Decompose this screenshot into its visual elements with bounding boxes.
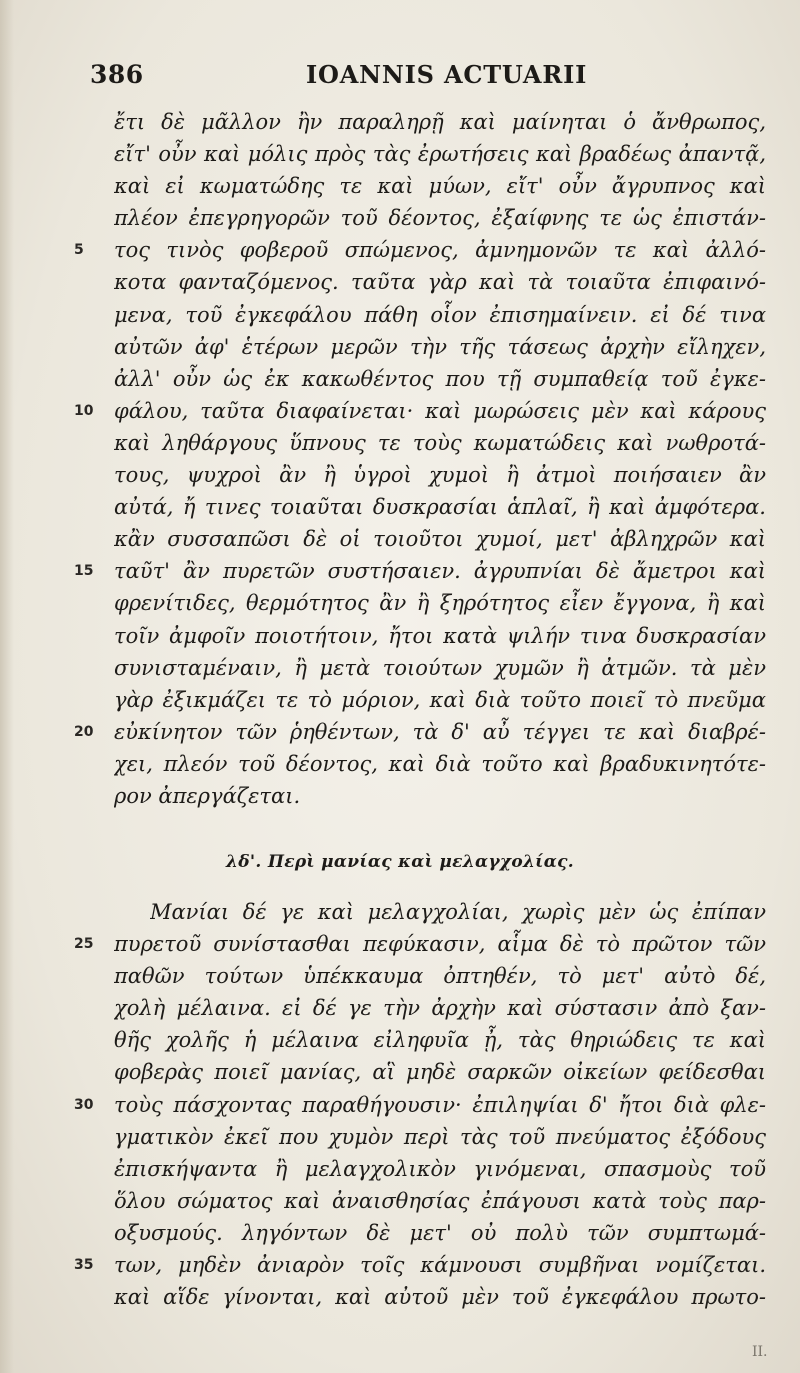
- text-line: [0, 555, 800, 587]
- text-line: [0, 928, 800, 960]
- line-text: πλέον ἐπεγρηγορῶν τοῦ δέοντος, ἐξαίφνης τε ὡς ἐπιστάν-: [114, 206, 766, 231]
- line-text: συνισταμέναιν, ἢ μετὰ τοιούτων χυμῶν ἢ ἀτμῶν. τὰ μὲν: [114, 655, 766, 680]
- text-block-lower: [0, 896, 800, 1313]
- line-text: γὰρ ἐξικμάζει τε τὸ μόριον, καὶ διὰ τοῦτο ποιεῖ τὸ πνεῦμα: [114, 687, 766, 712]
- line-text: εὐκίνητον τῶν ῥηθέντων, τὰ δ' αὖ τέγγει τε καὶ διαβρέ-: [114, 719, 766, 744]
- text-line: [0, 1024, 800, 1056]
- line-text: γματικὸν ἐκεῖ που χυμὸν περὶ τὰς τοῦ πνεύματος ἐξόδους: [114, 1124, 766, 1149]
- text-line: [0, 1089, 800, 1121]
- text-line: [0, 459, 800, 491]
- text-line: [0, 716, 800, 748]
- text-line: [0, 992, 800, 1024]
- line-text: καὶ εἰ κωματώδης τε καὶ μύων, εἴτ' οὖν ἄγρυπνος καὶ: [114, 174, 766, 199]
- text-line: [0, 1153, 800, 1185]
- text-line: [0, 363, 800, 395]
- line-text: πυρετοῦ συνίστασθαι πεφύκασιν, αἷμα δὲ τὸ πρῶτον τῶν: [114, 932, 766, 957]
- line-text: χει, πλεόν τοῦ δέοντος, καὶ διὰ τοῦτο καὶ βραδυκινητότε-: [114, 751, 766, 776]
- line-text: καὶ αἵδε γίνονται, καὶ αὐτοῦ μὲν τοῦ ἐγκεφάλου πρωτο-: [114, 1285, 766, 1310]
- line-text: φρενίτιδες, θερμότητος ἂν ἢ ξηρότητος εἶεν ἔγγονα, ἢ καὶ: [114, 591, 766, 616]
- line-text: ἔτι δὲ μᾶλλον ἢν παραληρῇ καὶ μαίνηται ὁ ἄνθρωπος,: [114, 110, 766, 134]
- text-line: [0, 1281, 800, 1313]
- line-text: παθῶν τούτων ὑπέκκαυμα ὀπτηθέν, τὸ μετ' αὐτὸ δέ,: [114, 964, 766, 989]
- text-line: [0, 331, 800, 363]
- line-text: καὶ ληθάργους ὕπνους τε τοὺς κωματώδεις καὶ νωθροτά-: [114, 430, 766, 455]
- line-text: ἐπισκήψαντα ἢ μελαγχολικὸν γινόμεναι, σπασμοὺς τοῦ: [114, 1156, 766, 1181]
- line-number: 35: [74, 1257, 94, 1274]
- line-text: ὅλου σώματος καὶ ἀναισθησίας ἐπάγουσι κατὰ τοὺς παρ-: [114, 1188, 766, 1213]
- line-text: οξυσμούς. ληγόντων δὲ μετ' οὐ πολὺ τῶν συμπτωμά-: [114, 1220, 766, 1245]
- line-text: τους, ψυχροὶ ἂν ἢ ὑγροὶ χυμοὶ ἢ ἀτμοὶ ποιήσαιεν ἂν: [114, 463, 766, 488]
- line-text: τοὺς πάσχοντας παραθήγουσιν· ἐπιληψίαι δ' ἤτοι διὰ φλε-: [114, 1092, 766, 1117]
- text-line: [0, 523, 800, 555]
- text-block-upper: [0, 106, 800, 812]
- text-line: [0, 1185, 800, 1217]
- text-line: [0, 748, 800, 780]
- line-number: 25: [74, 936, 94, 953]
- line-number: 10: [74, 402, 94, 419]
- line-text: θῆς χολῆς ἡ μέλαινα εἰληφυῖα ᾖ, τὰς θηριώδεις τε καὶ: [114, 1028, 766, 1053]
- line-number: 20: [74, 723, 94, 740]
- line-text: φοβερὰς ποιεῖ μανίας, αἳ μηδὲ σαρκῶν οἰκείων φείδεσθαι: [114, 1060, 766, 1085]
- text-line: [0, 652, 800, 684]
- section-heading: [0, 852, 800, 872]
- text-line: [0, 960, 800, 992]
- line-number: 30: [74, 1096, 94, 1113]
- line-text: φάλου, ταῦτα διαφαίνεται· καὶ μωρώσεις μὲν καὶ κάρους: [114, 398, 766, 423]
- text-line: [0, 1249, 800, 1281]
- text-line: [0, 1217, 800, 1249]
- text-line: [0, 202, 800, 234]
- line-number: 15: [74, 563, 94, 580]
- line-text: Μανίαι δέ γε καὶ μελαγχολίαι, χωρὶς μὲν ὡς ἐπίπαν: [150, 900, 766, 924]
- text-line: [0, 170, 800, 202]
- text-line: [0, 299, 800, 331]
- text-line: [0, 1056, 800, 1088]
- line-text: τοῖν ἀμφοῖν ποιοτήτοιν, ἤτοι κατὰ ψιλήν τινα δυσκρασίαν: [114, 623, 766, 648]
- text-line: [0, 234, 800, 266]
- line-text: ρον ἀπεργάζεται.: [114, 783, 301, 808]
- page-number: 386: [90, 60, 144, 89]
- line-text: μενα, τοῦ ἐγκεφάλου πάθη οἷον ἐπισημαίνειν. εἰ δέ τινα: [114, 302, 766, 327]
- text-line: [0, 106, 800, 138]
- line-text: χολὴ μέλαινα. εἰ δέ γε τὴν ἀρχὴν καὶ σύστασιν ἀπὸ ξαν-: [114, 996, 766, 1021]
- line-text: κοτα φανταζόμενος. ταῦτα γὰρ καὶ τὰ τοιαῦτα ἐπιφαινό-: [114, 270, 766, 295]
- line-text: αὐτῶν ἀφ' ἑτέρων μερῶν τὴν τῆς τάσεως ἀρχὴν εἴληχεν,: [114, 334, 766, 359]
- text-line: [0, 427, 800, 459]
- line-text: τος τινὸς φοβεροῦ σπώμενος, ἀμνημονῶν τε καὶ ἀλλό-: [114, 238, 766, 263]
- line-text: ταῦτ' ἂν πυρετῶν συστήσαιεν. ἀγρυπνίαι δὲ ἄμετροι καὶ: [114, 559, 766, 584]
- text-line: [0, 395, 800, 427]
- section-heading-text: λδ'. Περὶ μανίας καὶ μελαγχολίας.: [226, 852, 574, 872]
- text-line: [0, 620, 800, 652]
- text-line: [0, 138, 800, 170]
- running-header: [0, 50, 800, 100]
- text-line: [0, 491, 800, 523]
- text-line: [0, 1121, 800, 1153]
- signature-mark: II.: [752, 1344, 768, 1360]
- line-text: κἂν συσσαπῶσι δὲ οἱ τοιοῦτοι χυμοί, μετ' ἀβληχρῶν καὶ: [114, 527, 766, 552]
- text-line: [0, 684, 800, 716]
- line-text: αὐτά, ἤ τινες τοιαῦται δυσκρασίαι ἁπλαῖ, ἢ καὶ ἀμφότερα.: [114, 495, 766, 520]
- line-text: ἀλλ' οὖν ὡς ἐκ κακωθέντος που τῇ συμπαθείᾳ τοῦ ἐγκε-: [114, 366, 766, 391]
- line-text: των, μηδὲν ἀνιαρὸν τοῖς κάμνουσι συμβῆναι νομίζεται.: [114, 1253, 766, 1278]
- text-line: [0, 266, 800, 298]
- text-line: [0, 780, 800, 812]
- line-number: 5: [74, 242, 84, 259]
- text-line: [0, 587, 800, 619]
- running-title: IOANNIS ACTUARII: [306, 60, 588, 89]
- line-text: εἴτ' οὖν καὶ μόλις πρὸς τὰς ἐρωτήσεις καὶ βραδέως ἀπαντᾷ,: [114, 142, 766, 167]
- text-line: [0, 896, 800, 928]
